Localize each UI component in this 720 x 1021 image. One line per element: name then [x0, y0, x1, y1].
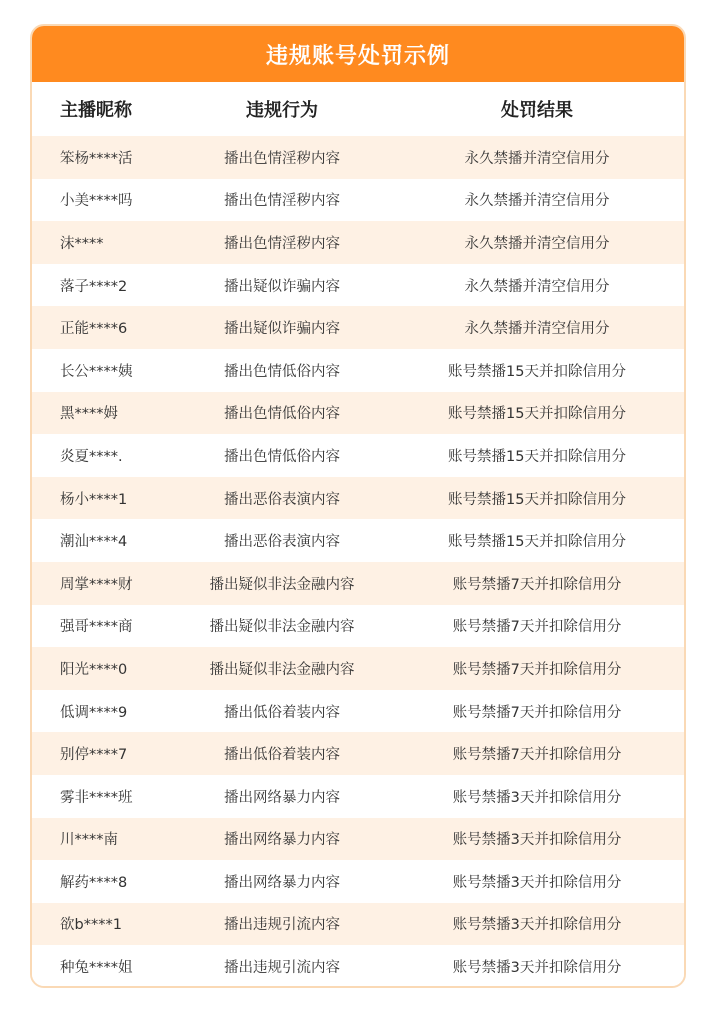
header-nickname: 主播昵称 — [60, 100, 132, 121]
cell-result: 永久禁播并清空信用分 — [464, 321, 610, 338]
table-row — [32, 562, 684, 605]
header-result: 处罚结果 — [501, 100, 573, 121]
cell-violation: 播出疑似非法金融内容 — [209, 576, 355, 593]
cell-violation: 播出疑似诈骗内容 — [224, 278, 340, 295]
cell-result: 账号禁播7天并扣除信用分 — [452, 747, 622, 764]
cell-nickname: 川****南 — [60, 832, 118, 849]
cell-result: 永久禁播并清空信用分 — [464, 278, 610, 295]
cell-nickname: 别停****7 — [60, 747, 128, 764]
cell-violation: 播出色情淫秽内容 — [224, 193, 340, 210]
cell-violation: 播出违规引流内容 — [224, 960, 340, 977]
table-row — [32, 264, 684, 307]
table-row — [32, 306, 684, 349]
cell-result: 账号禁播3天并扣除信用分 — [452, 917, 622, 934]
table-row — [32, 477, 684, 520]
table-row — [32, 903, 684, 946]
cell-result: 账号禁播15天并扣除信用分 — [448, 363, 626, 380]
cell-result: 永久禁播并清空信用分 — [464, 150, 610, 167]
cell-nickname: 长公****姨 — [60, 363, 133, 380]
card-title: 违规账号处罚示例 — [32, 26, 684, 82]
cell-nickname: 沫**** — [60, 235, 104, 252]
header-violation: 违规行为 — [246, 100, 318, 121]
cell-result: 永久禁播并清空信用分 — [464, 235, 610, 252]
table-row — [32, 690, 684, 733]
cell-nickname: 炎夏****. — [60, 448, 123, 465]
cell-violation: 播出疑似非法金融内容 — [209, 661, 355, 678]
cell-violation: 播出色情低俗内容 — [224, 406, 340, 423]
cell-violation: 播出色情淫秽内容 — [224, 235, 340, 252]
cell-violation: 播出疑似非法金融内容 — [209, 619, 355, 636]
cell-violation: 播出恶俗表演内容 — [224, 534, 340, 551]
cell-violation: 播出网络暴力内容 — [224, 832, 340, 849]
cell-result: 账号禁播15天并扣除信用分 — [448, 491, 626, 508]
table-row — [32, 221, 684, 264]
table-row — [32, 519, 684, 562]
cell-violation: 播出网络暴力内容 — [224, 789, 340, 806]
cell-violation: 播出违规引流内容 — [224, 917, 340, 934]
table-row — [32, 392, 684, 435]
cell-result: 账号禁播3天并扣除信用分 — [452, 789, 622, 806]
cell-violation: 播出色情低俗内容 — [224, 448, 340, 465]
cell-nickname: 落子****2 — [60, 278, 128, 295]
cell-violation: 播出疑似诈骗内容 — [224, 321, 340, 338]
table-row — [32, 647, 684, 690]
cell-result: 永久禁播并清空信用分 — [464, 193, 610, 210]
cell-nickname: 杨小****1 — [60, 491, 128, 508]
cell-violation: 播出色情淫秽内容 — [224, 150, 340, 167]
table-header — [32, 82, 684, 136]
cell-result: 账号禁播3天并扣除信用分 — [452, 874, 622, 891]
cell-result: 账号禁播15天并扣除信用分 — [448, 534, 626, 551]
cell-nickname: 正能****6 — [60, 321, 128, 338]
cell-nickname: 小美****吗 — [60, 193, 133, 210]
cell-violation: 播出网络暴力内容 — [224, 874, 340, 891]
cell-result: 账号禁播7天并扣除信用分 — [452, 661, 622, 678]
table-row — [32, 349, 684, 392]
cell-nickname: 周掌****财 — [60, 576, 133, 593]
cell-nickname: 解药****8 — [60, 874, 128, 891]
table-row — [32, 732, 684, 775]
table-row — [32, 945, 684, 988]
cell-result: 账号禁播15天并扣除信用分 — [448, 406, 626, 423]
cell-violation: 播出恶俗表演内容 — [224, 491, 340, 508]
cell-violation: 播出色情低俗内容 — [224, 363, 340, 380]
cell-nickname: 雾非****班 — [60, 789, 133, 806]
table-row — [32, 605, 684, 648]
table-row — [32, 179, 684, 222]
cell-result: 账号禁播7天并扣除信用分 — [452, 704, 622, 721]
cell-nickname: 种兔****姐 — [60, 960, 133, 977]
cell-result: 账号禁播7天并扣除信用分 — [452, 619, 622, 636]
cell-violation: 播出低俗着装内容 — [224, 747, 340, 764]
cell-nickname: 低调****9 — [60, 704, 128, 721]
cell-nickname: 笨杨****活 — [60, 150, 133, 167]
cell-result: 账号禁播7天并扣除信用分 — [452, 576, 622, 593]
cell-result: 账号禁播15天并扣除信用分 — [448, 448, 626, 465]
table-body — [32, 136, 684, 988]
violation-examples-card — [30, 24, 686, 988]
cell-nickname: 黑****姆 — [60, 406, 118, 423]
cell-nickname: 强哥****商 — [60, 619, 133, 636]
table-row — [32, 775, 684, 818]
table-row — [32, 136, 684, 179]
cell-violation: 播出低俗着装内容 — [224, 704, 340, 721]
table-row — [32, 860, 684, 903]
cell-result: 账号禁播3天并扣除信用分 — [452, 832, 622, 849]
table-row — [32, 818, 684, 861]
cell-nickname: 阳光****0 — [60, 661, 128, 678]
table-row — [32, 434, 684, 477]
cell-nickname: 潮汕****4 — [60, 534, 128, 551]
cell-result: 账号禁播3天并扣除信用分 — [452, 960, 622, 977]
cell-nickname: 欲b****1 — [60, 917, 122, 934]
